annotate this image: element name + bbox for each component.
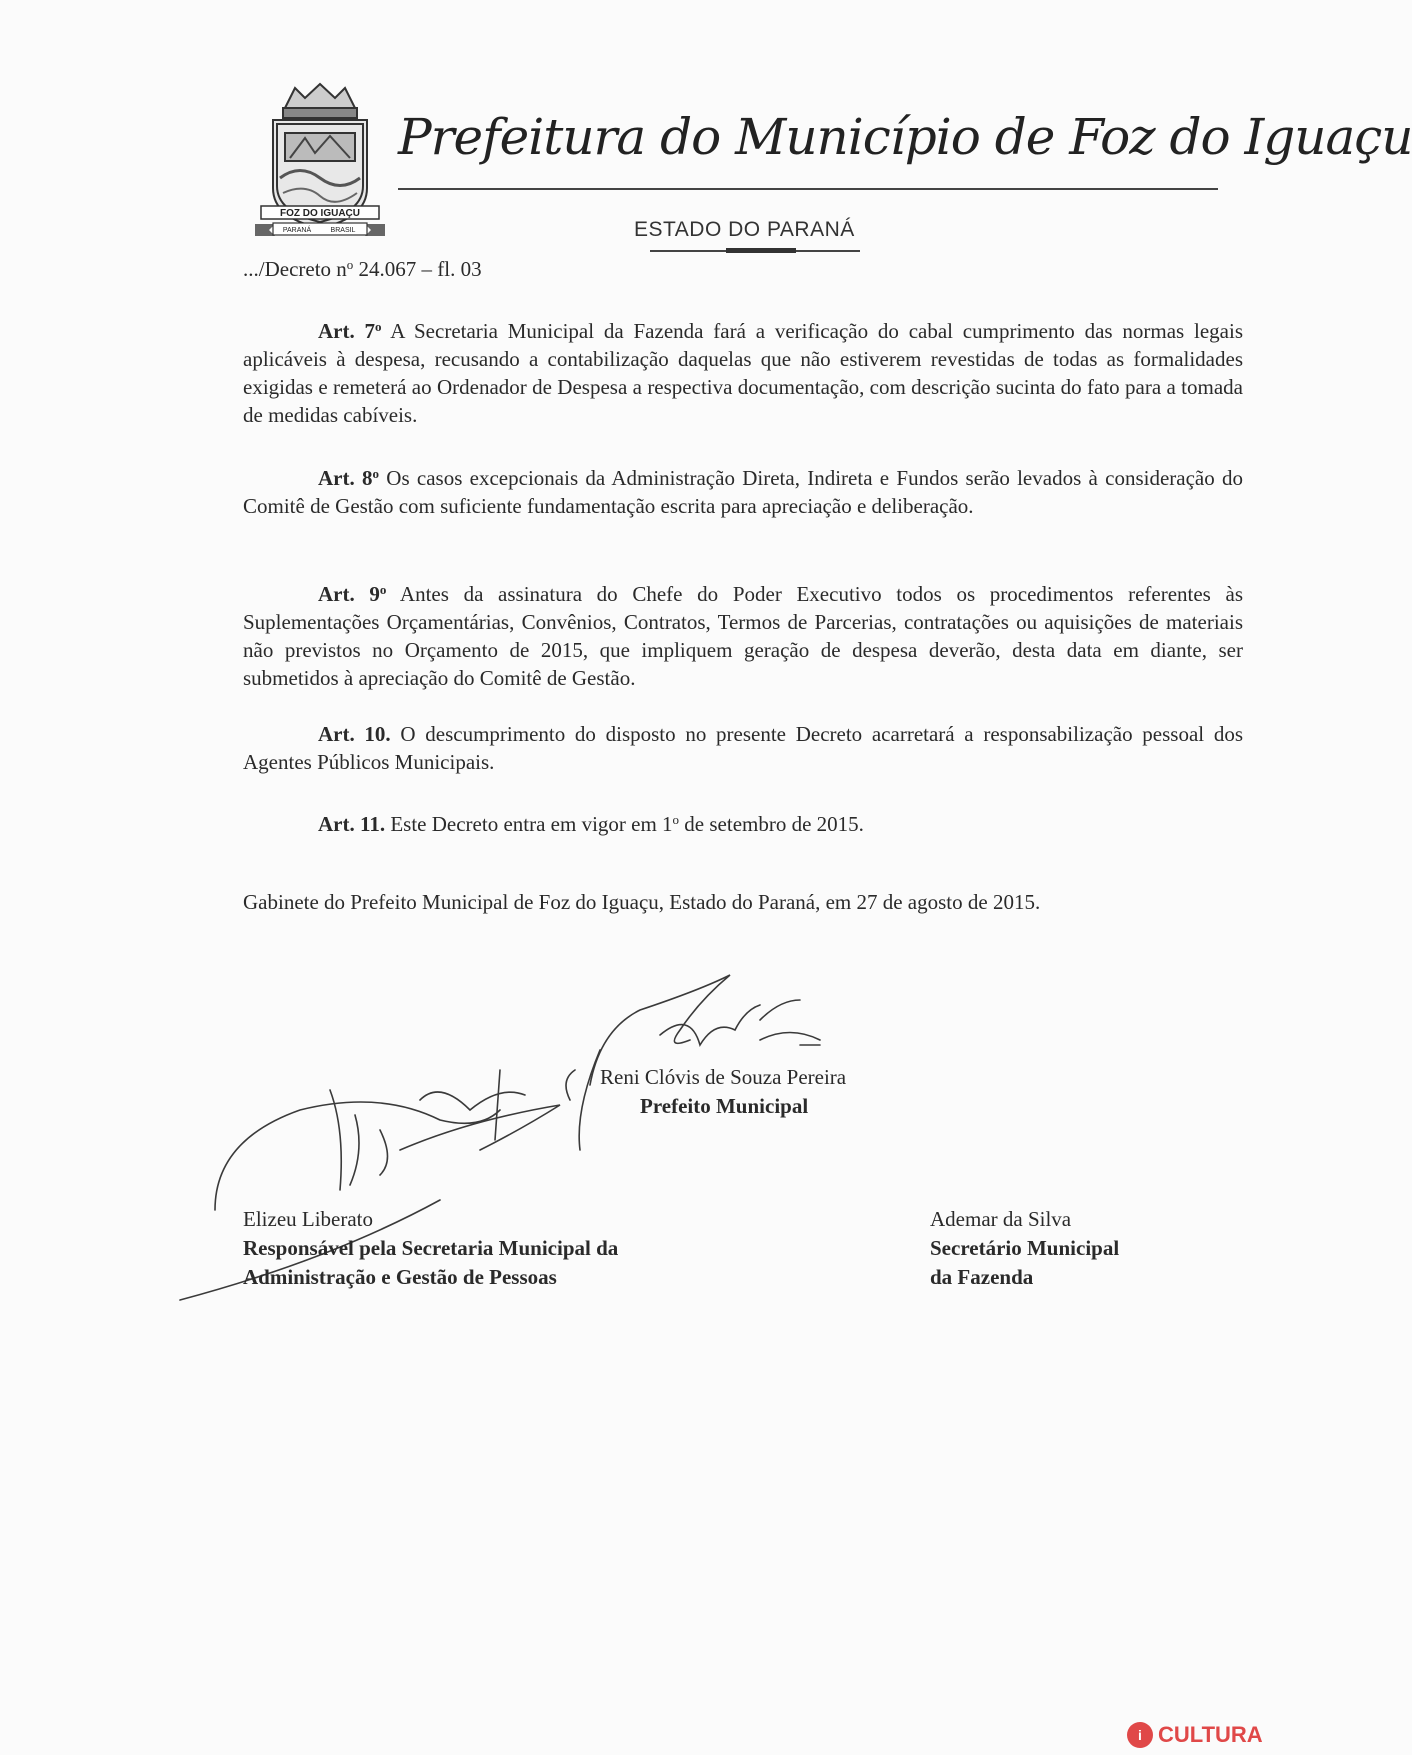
mayor-signature-stroke (660, 1005, 760, 1045)
finance-name: Ademar da Silva (930, 1207, 1072, 1231)
article-9 (243, 576, 1243, 692)
article-10-label: Art. 10. (318, 722, 391, 746)
signatory-mayor (600, 1063, 846, 1121)
article-7 (243, 313, 1243, 429)
article-7-text: A Secretaria Municipal da Fazenda fará a verificação do cabal cumprimento das normas legais aplicáveis à despesa, recusando a contabilização daquelas que não estiverem revestidas de todas as formalidades exigidas e remeterá ao Ordenador de Despesa a respectiva documentação, com descrição sucinta do fato para a tomada de medidas cabíveis. (243, 319, 1243, 427)
reference-ordinal: o (346, 257, 354, 272)
admin-signature-stroke (330, 1090, 388, 1190)
mayor-signature-stroke (566, 1050, 600, 1150)
coat-of-arms-icon (255, 78, 385, 248)
article-11-text-after: de setembro de 2015. (679, 812, 864, 836)
mayor-name: Reni Clóvis de Souza Pereira (600, 1065, 847, 1089)
admin-signature-stroke (420, 1070, 525, 1140)
reference-suffix: 24.067 – fl. 03 (353, 257, 482, 281)
title-divider (398, 188, 1218, 190)
state-divider-bar (726, 248, 796, 253)
article-9-label: Art. 9 (318, 582, 380, 606)
article-7-label: Art. 7 (318, 319, 376, 343)
admin-name: Elizeu Liberato (243, 1207, 374, 1231)
article-7-ordinal: o (375, 319, 382, 334)
cultura-info-icon: i (1127, 1722, 1153, 1748)
admin-role-line2: Administração e Gestão de Pessoas (243, 1265, 557, 1289)
crest-label-city: FOZ DO IGUAÇU (280, 208, 360, 219)
article-8-label: Art. 8 (318, 466, 373, 490)
article-10-text: O descumprimento do disposto no presente Decreto acarretará a responsabilização pessoal dos Agentes Públicos Municipais. (243, 722, 1243, 774)
crest-label-state: PARANÁ (282, 227, 312, 234)
admin-role-line1: Responsável pela Secretaria Municipal da (243, 1236, 619, 1260)
article-8-ordinal: o (372, 466, 380, 481)
article-9-ordinal: o (379, 582, 387, 597)
article-10 (243, 720, 1243, 776)
finance-role-line2: da Fazenda (930, 1265, 1034, 1289)
decree-reference (243, 257, 482, 282)
reference-prefix: .../Decreto n (243, 257, 347, 281)
article-11-label: Art. 11. (318, 812, 386, 836)
finance-role-line1: Secretário Municipal (930, 1236, 1120, 1260)
mayor-signature-stroke (760, 1000, 820, 1045)
cultura-watermark-text: CULTURA (1158, 1722, 1263, 1747)
article-11-ordinal: o (672, 812, 680, 827)
article-11-text-before: Este Decreto entra em vigor em 1 (385, 812, 673, 836)
signatory-finance (930, 1205, 1119, 1292)
article-8 (243, 460, 1243, 520)
page-title: Prefeitura do Município de Foz do Iguaçu (398, 108, 1412, 166)
state-heading: ESTADO DO PARANÁ (634, 218, 855, 241)
admin-signature-stroke (215, 1102, 500, 1210)
cultura-watermark-logo (1127, 1722, 1263, 1748)
article-9-text: Antes da assinatura do Chefe do Poder Executivo todos os procedimentos referentes às Suplementações Orçamentárias, Convênios, Contratos, Termos de Parcerias, contratações ou aquisições de materiais não previstos no Orçamento de 2015, que impliquem geração de despesa deverão, desta data em diante, ser submetidos à apreciação do Comitê de Gestão. (243, 582, 1243, 690)
article-8-text: Os casos excepcionais da Administração Direta, Indireta e Fundos serão levados à consideração do Comitê de Gestão com suficiente fundamentação escrita para apreciação e deliberação. (243, 466, 1243, 518)
crest-label-country: BRASIL (330, 227, 356, 234)
admin-signature-stroke (400, 1105, 560, 1150)
closing-statement: Gabinete do Prefeito Municipal de Foz do Iguaçu, Estado do Paraná, em 27 de agosto de 2015. (243, 890, 1041, 914)
signatory-admin (243, 1205, 618, 1292)
mayor-role: Prefeito Municipal (640, 1094, 809, 1118)
article-11 (243, 806, 1243, 838)
